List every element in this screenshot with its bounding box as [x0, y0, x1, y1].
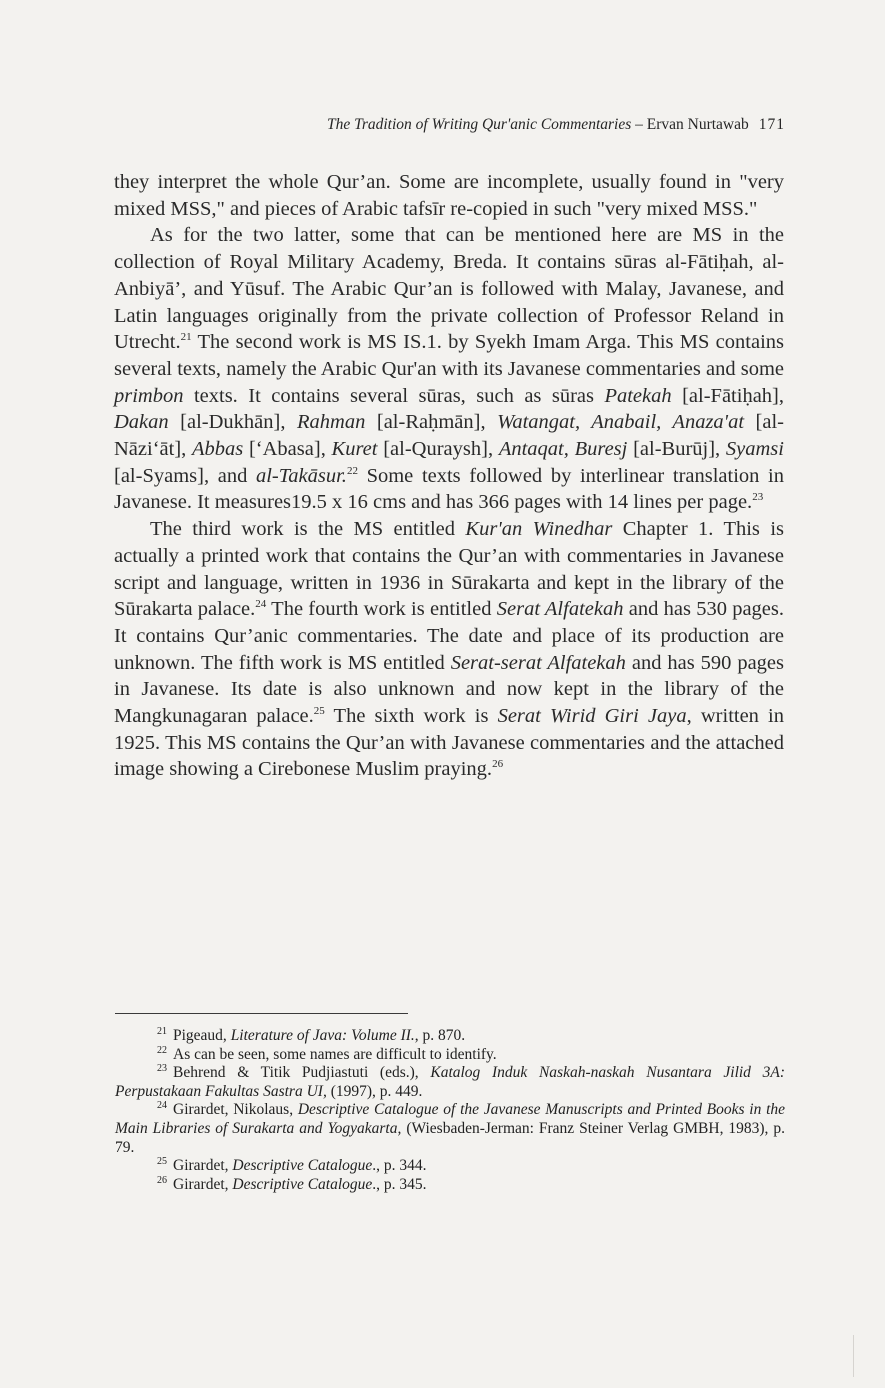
italic-term: Kuret — [331, 438, 378, 461]
footnote-ref-21: 21 — [180, 331, 192, 344]
italic-term: Kur'an Winedhar — [465, 518, 613, 541]
italic-term: Watangat, Anabail, Anaza'at — [497, 411, 745, 434]
footnote-text: Girardet, Nikolaus, — [173, 1101, 298, 1119]
text-run: [al-Fātiḥah], — [671, 384, 784, 407]
italic-term: Antaqat, Buresj — [498, 438, 628, 461]
text-run: and has 590 pages in Javanese. Its date is also unknown and now kept in the library of the Mangkunagaran palace. — [114, 651, 784, 728]
footnote-divider — [115, 1013, 408, 1014]
text-run: [al-Quraysh], — [377, 438, 499, 461]
italic-term: Serat Alfatekah — [496, 598, 624, 621]
footnote-text: , p. 870. — [414, 1027, 466, 1044]
text-run: The fourth work is entitled — [266, 598, 497, 621]
header-title: The Tradition of Writing Qur'anic Commentaries — [326, 116, 632, 133]
paragraph-1 — [114, 169, 784, 222]
footnote-ref-25: 25 — [313, 705, 325, 718]
footnotes — [115, 1027, 785, 1194]
page-number: 171 — [758, 116, 785, 133]
text-run: The second work is MS IS.1. by Syekh Imam Arga. This MS contains several texts, namely the Arabic Qur'an with its Javanese commentaries and some — [114, 331, 784, 380]
text-run: Chapter 1. This is actually a printed work that contains the Qur’an with commentaries in Javanese script and language, written in 1936 in Sūrakarta and kept in the library of the Sūrakarta palace. — [114, 518, 784, 621]
footnote-text: ., p. 344. — [372, 1157, 427, 1175]
footnote-text: Pigeaud, — [173, 1027, 231, 1044]
text-run: [‘Abasa], — [243, 438, 332, 461]
italic-term: Serat Wirid Giri Jaya — [497, 705, 687, 728]
text-run: and has 530 pages. It contains Qur’anic commentaries. The date and place of its production are unknown. The fifth work is MS entitled — [114, 598, 785, 674]
scan-edge-mark — [853, 1335, 854, 1377]
footnote-text: Girardet, — [173, 1175, 233, 1193]
footnote-23 — [115, 1064, 785, 1101]
text-run: The sixth work is — [324, 705, 498, 728]
italic-term: al-Takāsur. — [255, 464, 347, 487]
main-text — [114, 169, 784, 783]
footnote-ref-24: 24 — [255, 598, 267, 611]
footnote-text: Girardet, — [173, 1157, 233, 1175]
text-run: [al-Burūj], — [627, 438, 726, 461]
paragraph-2 — [114, 222, 784, 516]
text-run: texts. It contains several sūras, such as sūras — [183, 384, 605, 407]
footnote-21 — [115, 1027, 785, 1046]
footnote-text: As can be seen, some names are difficult to identify. — [173, 1045, 497, 1063]
footnote-number: 21 — [157, 1026, 167, 1037]
italic-term: primbon — [114, 384, 184, 407]
footnote-22 — [115, 1046, 785, 1065]
footnote-text: Behrend & Titik Pudjiastuti (eds.), — [173, 1064, 431, 1082]
text-run: [al-Dukhān], — [168, 411, 298, 434]
text-run: Some texts followed by interlinear translation in Javanese. It measures19.5 x 16 cms and has 366 pages with 14 lines per page. — [114, 464, 785, 514]
footnote-italic: Descriptive Catalogue of the Javanese Manuscripts and Printed Books in the Main Libraries of Surakarta and Yogyakarta, — [115, 1101, 785, 1137]
italic-term: Rahman — [297, 411, 366, 434]
italic-term: Syamsi — [725, 438, 784, 461]
paragraph-3 — [114, 516, 784, 783]
italic-term: Serat-serat Alfatekah — [450, 651, 626, 674]
text-run: As for the two latter, some that can be mentioned here are MS in the collection of Royal Military Academy, Breda. It contains sūras al-Fātiḥah, al-Anbiyā’, and Yūsuf. The Arabic Qur’an is followed with Malay, Javanese, and Latin languages originally from the private collection of Professor Reland in Utrecht. — [114, 224, 784, 354]
text-run: [al-Syams], and — [114, 464, 256, 487]
italic-term: Patekah — [604, 384, 672, 407]
footnote-italic: Descriptive Catalogue — [232, 1157, 373, 1175]
footnote-italic: Katalog Induk Naskah-naskah Nusantara Jilid 3A: Perpustakaan Fakultas Sastra UI, — [115, 1064, 785, 1100]
text-run: , written in 1925. This MS contains the Qur’an with Javanese commentaries and the attached image showing a Cirebonese Muslim praying. — [114, 705, 784, 781]
footnote-italic: Literature of Java: Volume II. — [230, 1027, 415, 1044]
paragraph-1-text: they interpret the whole Qur’an. Some are incomplete, usually found in "very mixed MSS," and pieces of Arabic tafsīr re-copied in such "very mixed MSS." — [114, 171, 784, 220]
footnote-26 — [115, 1176, 785, 1195]
footnote-text: (Wiesbaden-Jerman: Franz Steiner Verlag GMBH, 1983), p. 79. — [115, 1119, 786, 1156]
footnote-text: ., p. 345. — [372, 1175, 427, 1193]
text-run: [al-Nāzi‘āt], — [114, 411, 785, 461]
footnote-number: 26 — [157, 1174, 167, 1186]
text-run: [al-Raḥmān], — [365, 411, 498, 434]
footnote-number: 24 — [157, 1100, 167, 1112]
footnote-ref-22: 22 — [346, 464, 358, 477]
footnote-ref-26: 26 — [492, 758, 504, 771]
footnote-italic: Descriptive Catalogue — [232, 1175, 373, 1193]
footnote-24 — [115, 1101, 785, 1157]
header-author: Ervan Nurtawab — [646, 116, 749, 133]
footnote-ref-23: 23 — [752, 491, 764, 504]
italic-term: Dakan — [114, 411, 169, 434]
running-header — [115, 115, 785, 135]
italic-term: Abbas — [192, 438, 244, 461]
footnote-number: 23 — [157, 1063, 167, 1075]
footnote-number: 25 — [157, 1156, 167, 1168]
header-separator: – — [631, 116, 647, 133]
footnote-number: 22 — [157, 1044, 167, 1056]
footnote-text: (1997), p. 449. — [326, 1082, 423, 1100]
footnote-25 — [115, 1157, 785, 1176]
text-run: The third work is the MS entitled — [150, 518, 466, 541]
